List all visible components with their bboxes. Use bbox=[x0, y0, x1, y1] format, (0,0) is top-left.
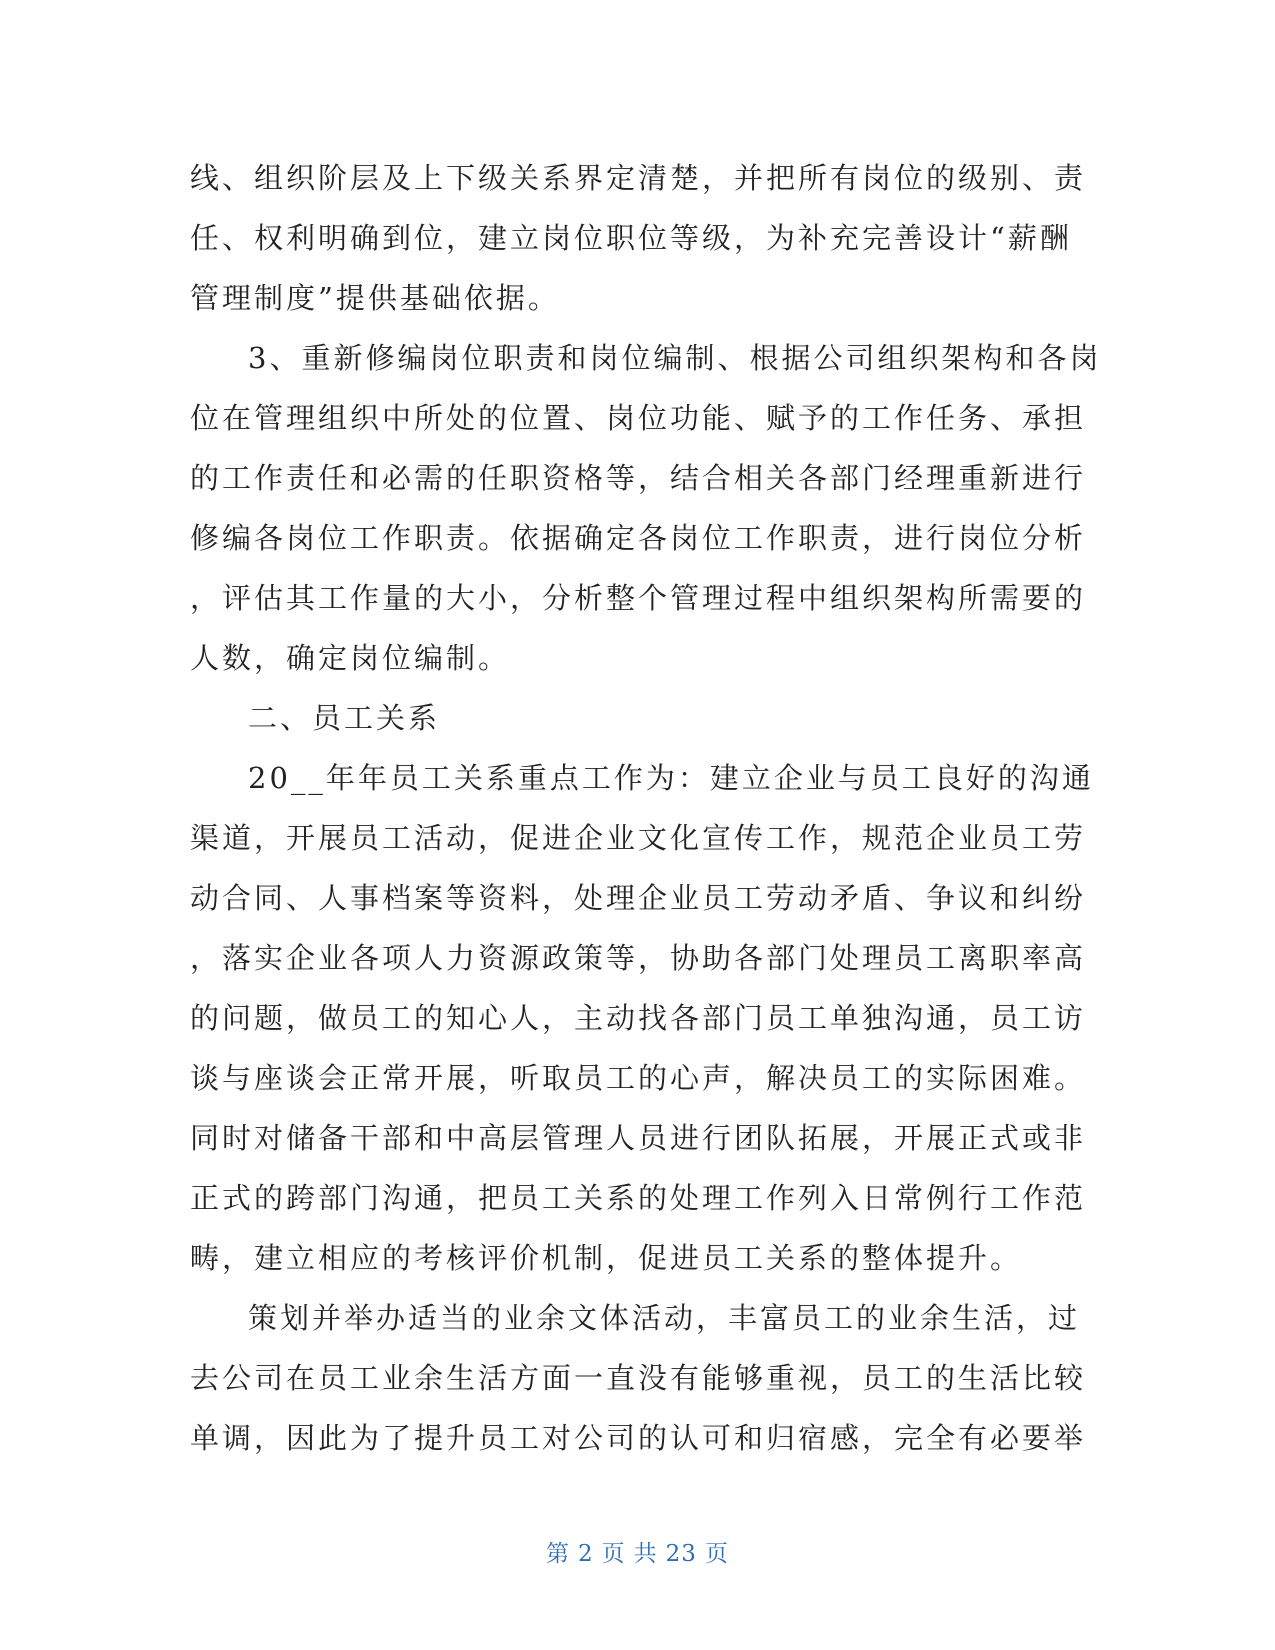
text-line: ，评估其工作量的大小，分析整个管理过程中组织架构所需要的 bbox=[190, 581, 1087, 615]
footer-total-word: 共 bbox=[633, 1541, 658, 1567]
page-number: 2 bbox=[578, 1541, 594, 1567]
text-line: 单调，因此为了提升员工对公司的认可和归宿感，完全有必要举 bbox=[190, 1421, 1087, 1455]
text-line: 的问题，做员工的知心人，主动找各部门员工单独沟通，员工访 bbox=[190, 1001, 1087, 1035]
text-line: 正式的跨部门沟通，把员工关系的处理工作列入日常例行工作范 bbox=[190, 1181, 1087, 1215]
text-line: 动合同、人事档案等资料，处理企业员工劳动矛盾、争议和纠纷 bbox=[190, 881, 1087, 915]
document-body bbox=[190, 148, 1102, 1468]
text-line: 去公司在员工业余生活方面一直没有能够重视，员工的生活比较 bbox=[190, 1361, 1087, 1395]
text-line: 同时对储备干部和中高层管理人员进行团队拓展，开展正式或非 bbox=[190, 1121, 1087, 1155]
page-footer bbox=[0, 1535, 1275, 1568]
text-line: 线、组织阶层及上下级关系界定清楚，并把所有岗位的级别、责 bbox=[190, 161, 1087, 195]
text-line: 修编各岗位工作职责。依据确定各岗位工作职责，进行岗位分析 bbox=[190, 521, 1087, 555]
text-line: 任、权利明确到位，建立岗位职位等级，为补充完善设计“薪酬 bbox=[190, 221, 1072, 255]
text-line: 的工作责任和必需的任职资格等，结合相关各部门经理重新进行 bbox=[190, 461, 1087, 495]
paragraph-start-line: 策划并举办适当的业余文体活动，丰富员工的业余生活，过 bbox=[248, 1301, 1081, 1335]
paragraph-start-line: 3、重新修编岗位职责和岗位编制、根据公司组织架构和各岗 bbox=[248, 341, 1102, 375]
total-pages: 23 bbox=[665, 1541, 697, 1567]
text-line: 人数，确定岗位编制。 bbox=[190, 641, 511, 675]
text-line: 谈与座谈会正常开展，听取员工的心声，解决员工的实际困难。 bbox=[190, 1061, 1087, 1095]
text-line: 渠道，开展员工活动，促进企业文化宣传工作，规范企业员工劳 bbox=[190, 821, 1087, 855]
section-heading: 二、员工关系 bbox=[248, 701, 441, 735]
text-line: ，落实企业各项人力资源政策等，协助各部门处理员工离职率高 bbox=[190, 941, 1087, 975]
paragraph-start-line: 20__年年员工关系重点工作为：建立企业与员工良好的沟通 bbox=[248, 761, 1094, 795]
text-line: 管理制度”提供基础依据。 bbox=[190, 281, 560, 315]
footer-suffix: 页 bbox=[704, 1541, 729, 1567]
text-line: 位在管理组织中所处的位置、岗位功能、赋予的工作任务、承担 bbox=[190, 401, 1087, 435]
footer-prefix: 第 bbox=[546, 1541, 571, 1567]
text-line: 畴，建立相应的考核评价机制，促进员工关系的整体提升。 bbox=[190, 1241, 1023, 1275]
footer-page-word: 页 bbox=[601, 1541, 626, 1567]
